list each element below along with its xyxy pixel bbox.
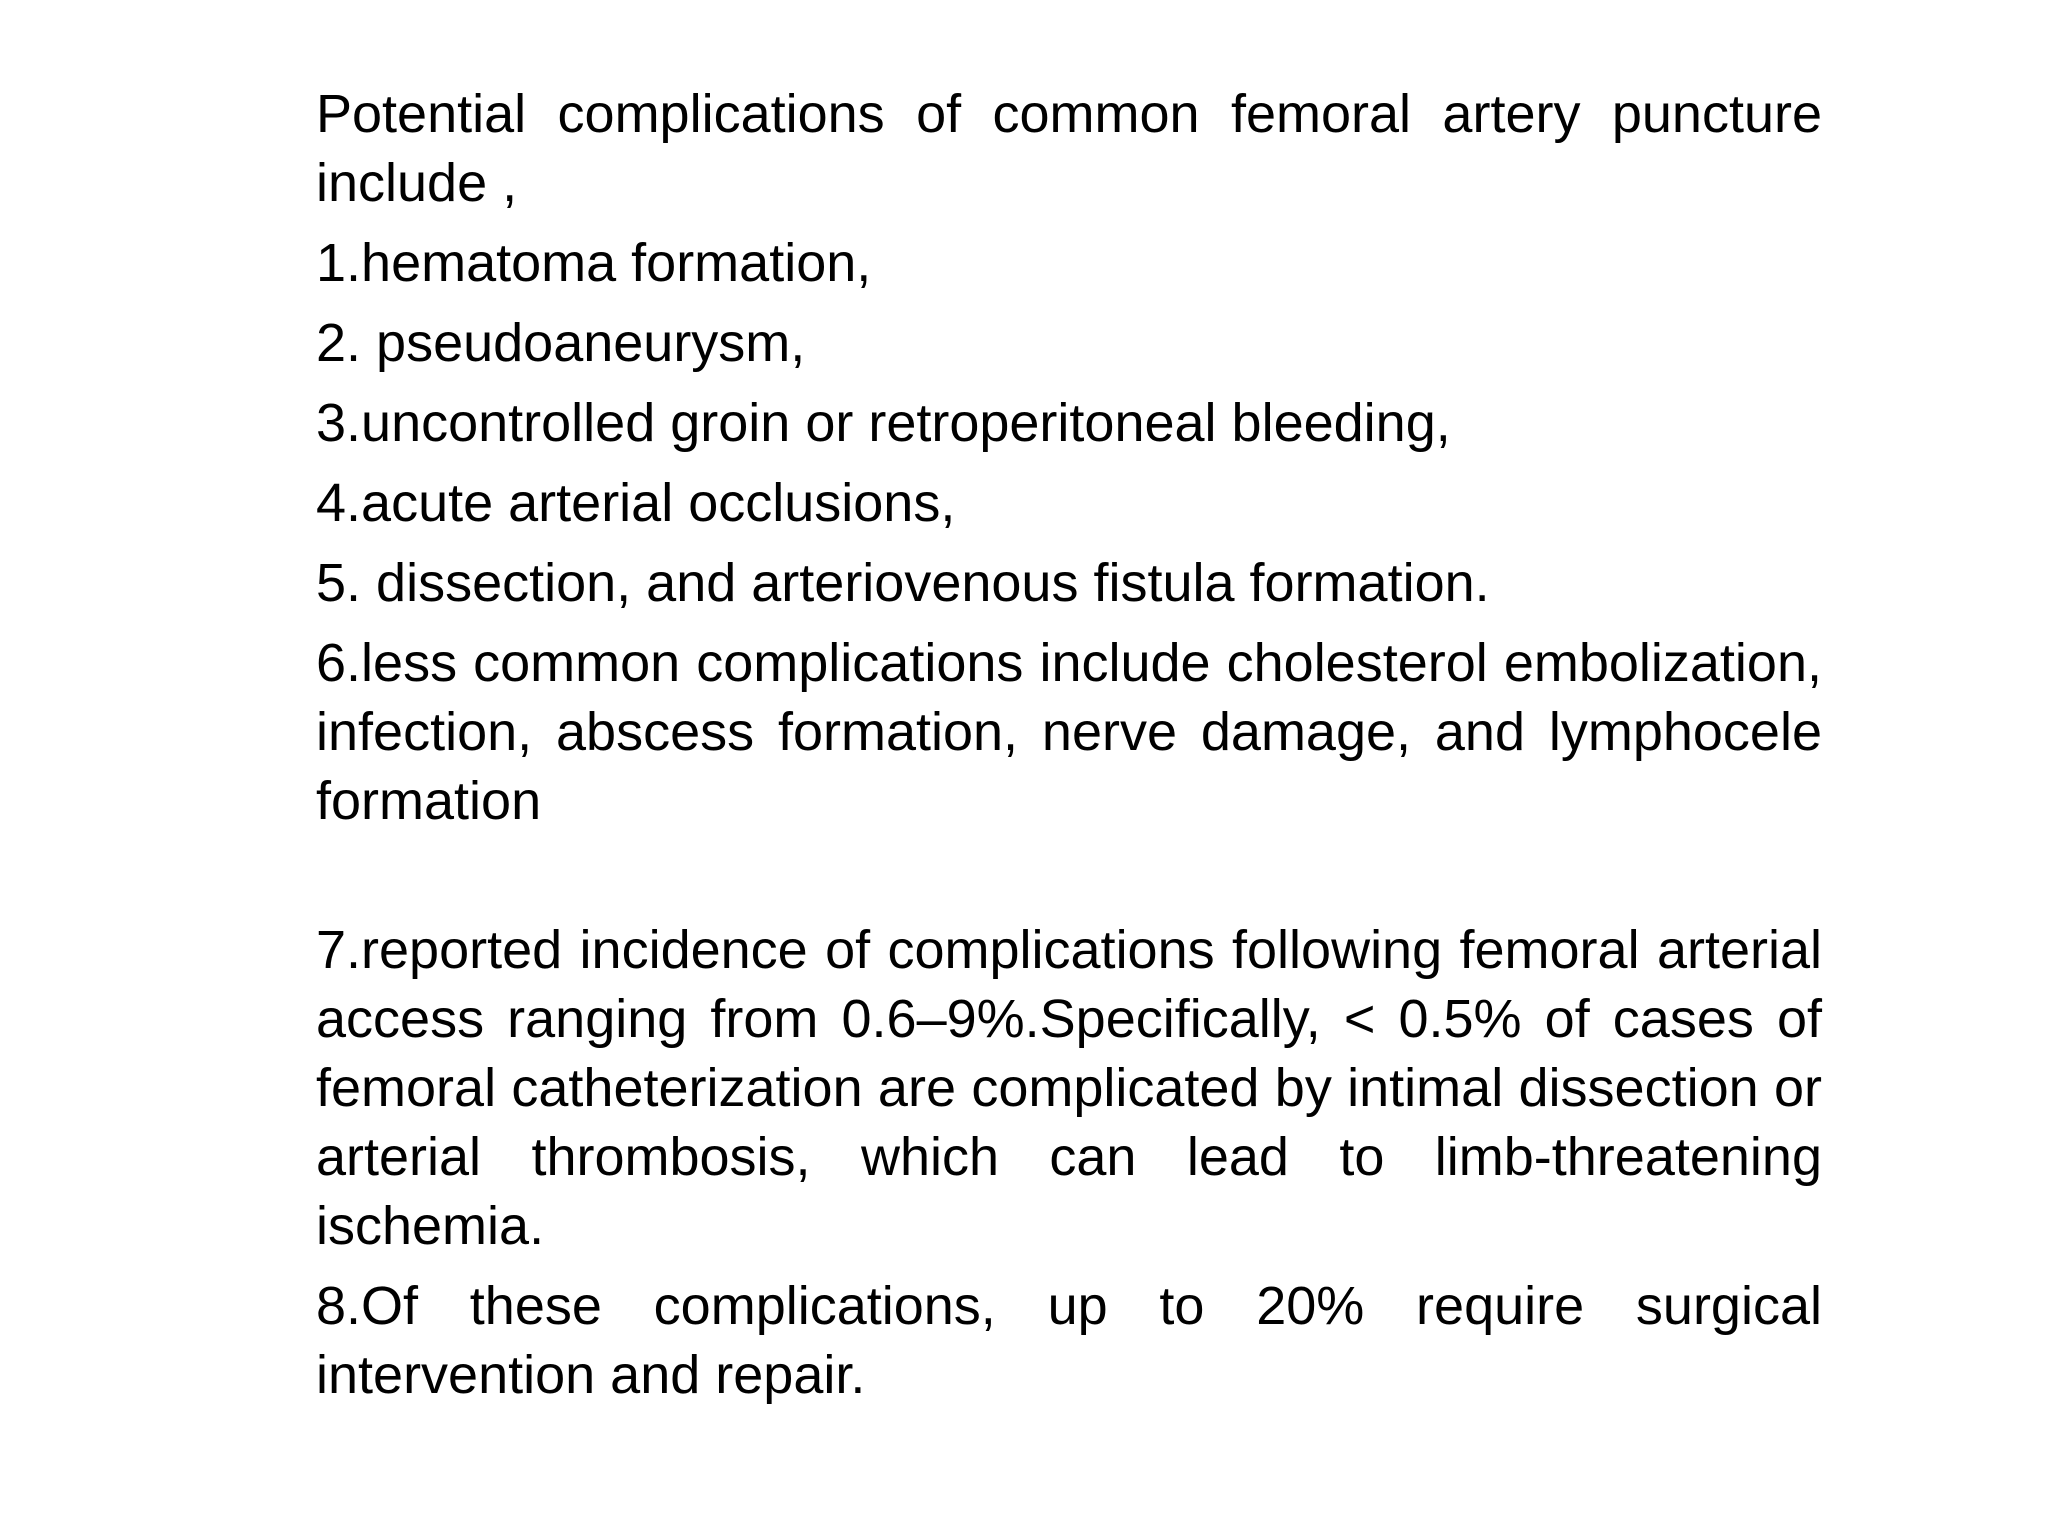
list-item: 6.less common complications include cholesterol embolization, infection, abscess formation, nerve damage, and lymphocele formation (316, 633, 1822, 831)
list-item: 3.uncontrolled groin or retroperitoneal bleeding, (316, 393, 1451, 453)
list-item: 7.reported incidence of complications following femoral arterial access ranging from 0.6–9%.Specifically, < 0.5% of cases of femoral catheterization are complicated by intimal dissection or arterial thrombosis, which can lead to limb-threatening ischemia. (316, 920, 1822, 1256)
list-item: 4.acute arterial occlusions, (316, 473, 956, 533)
list-item: 1.hematoma formation, (316, 233, 872, 293)
list-item: 8.Of these complications, up to 20% require surgical intervention and repair. (316, 1276, 1822, 1405)
slide-body (316, 80, 1822, 1421)
intro-paragraph: Potential complications of common femoral artery puncture include , (316, 84, 1822, 213)
list-item: 5. dissection, and arteriovenous fistula formation. (316, 553, 1490, 613)
list-item: 2. pseudoaneurysm, (316, 313, 806, 373)
